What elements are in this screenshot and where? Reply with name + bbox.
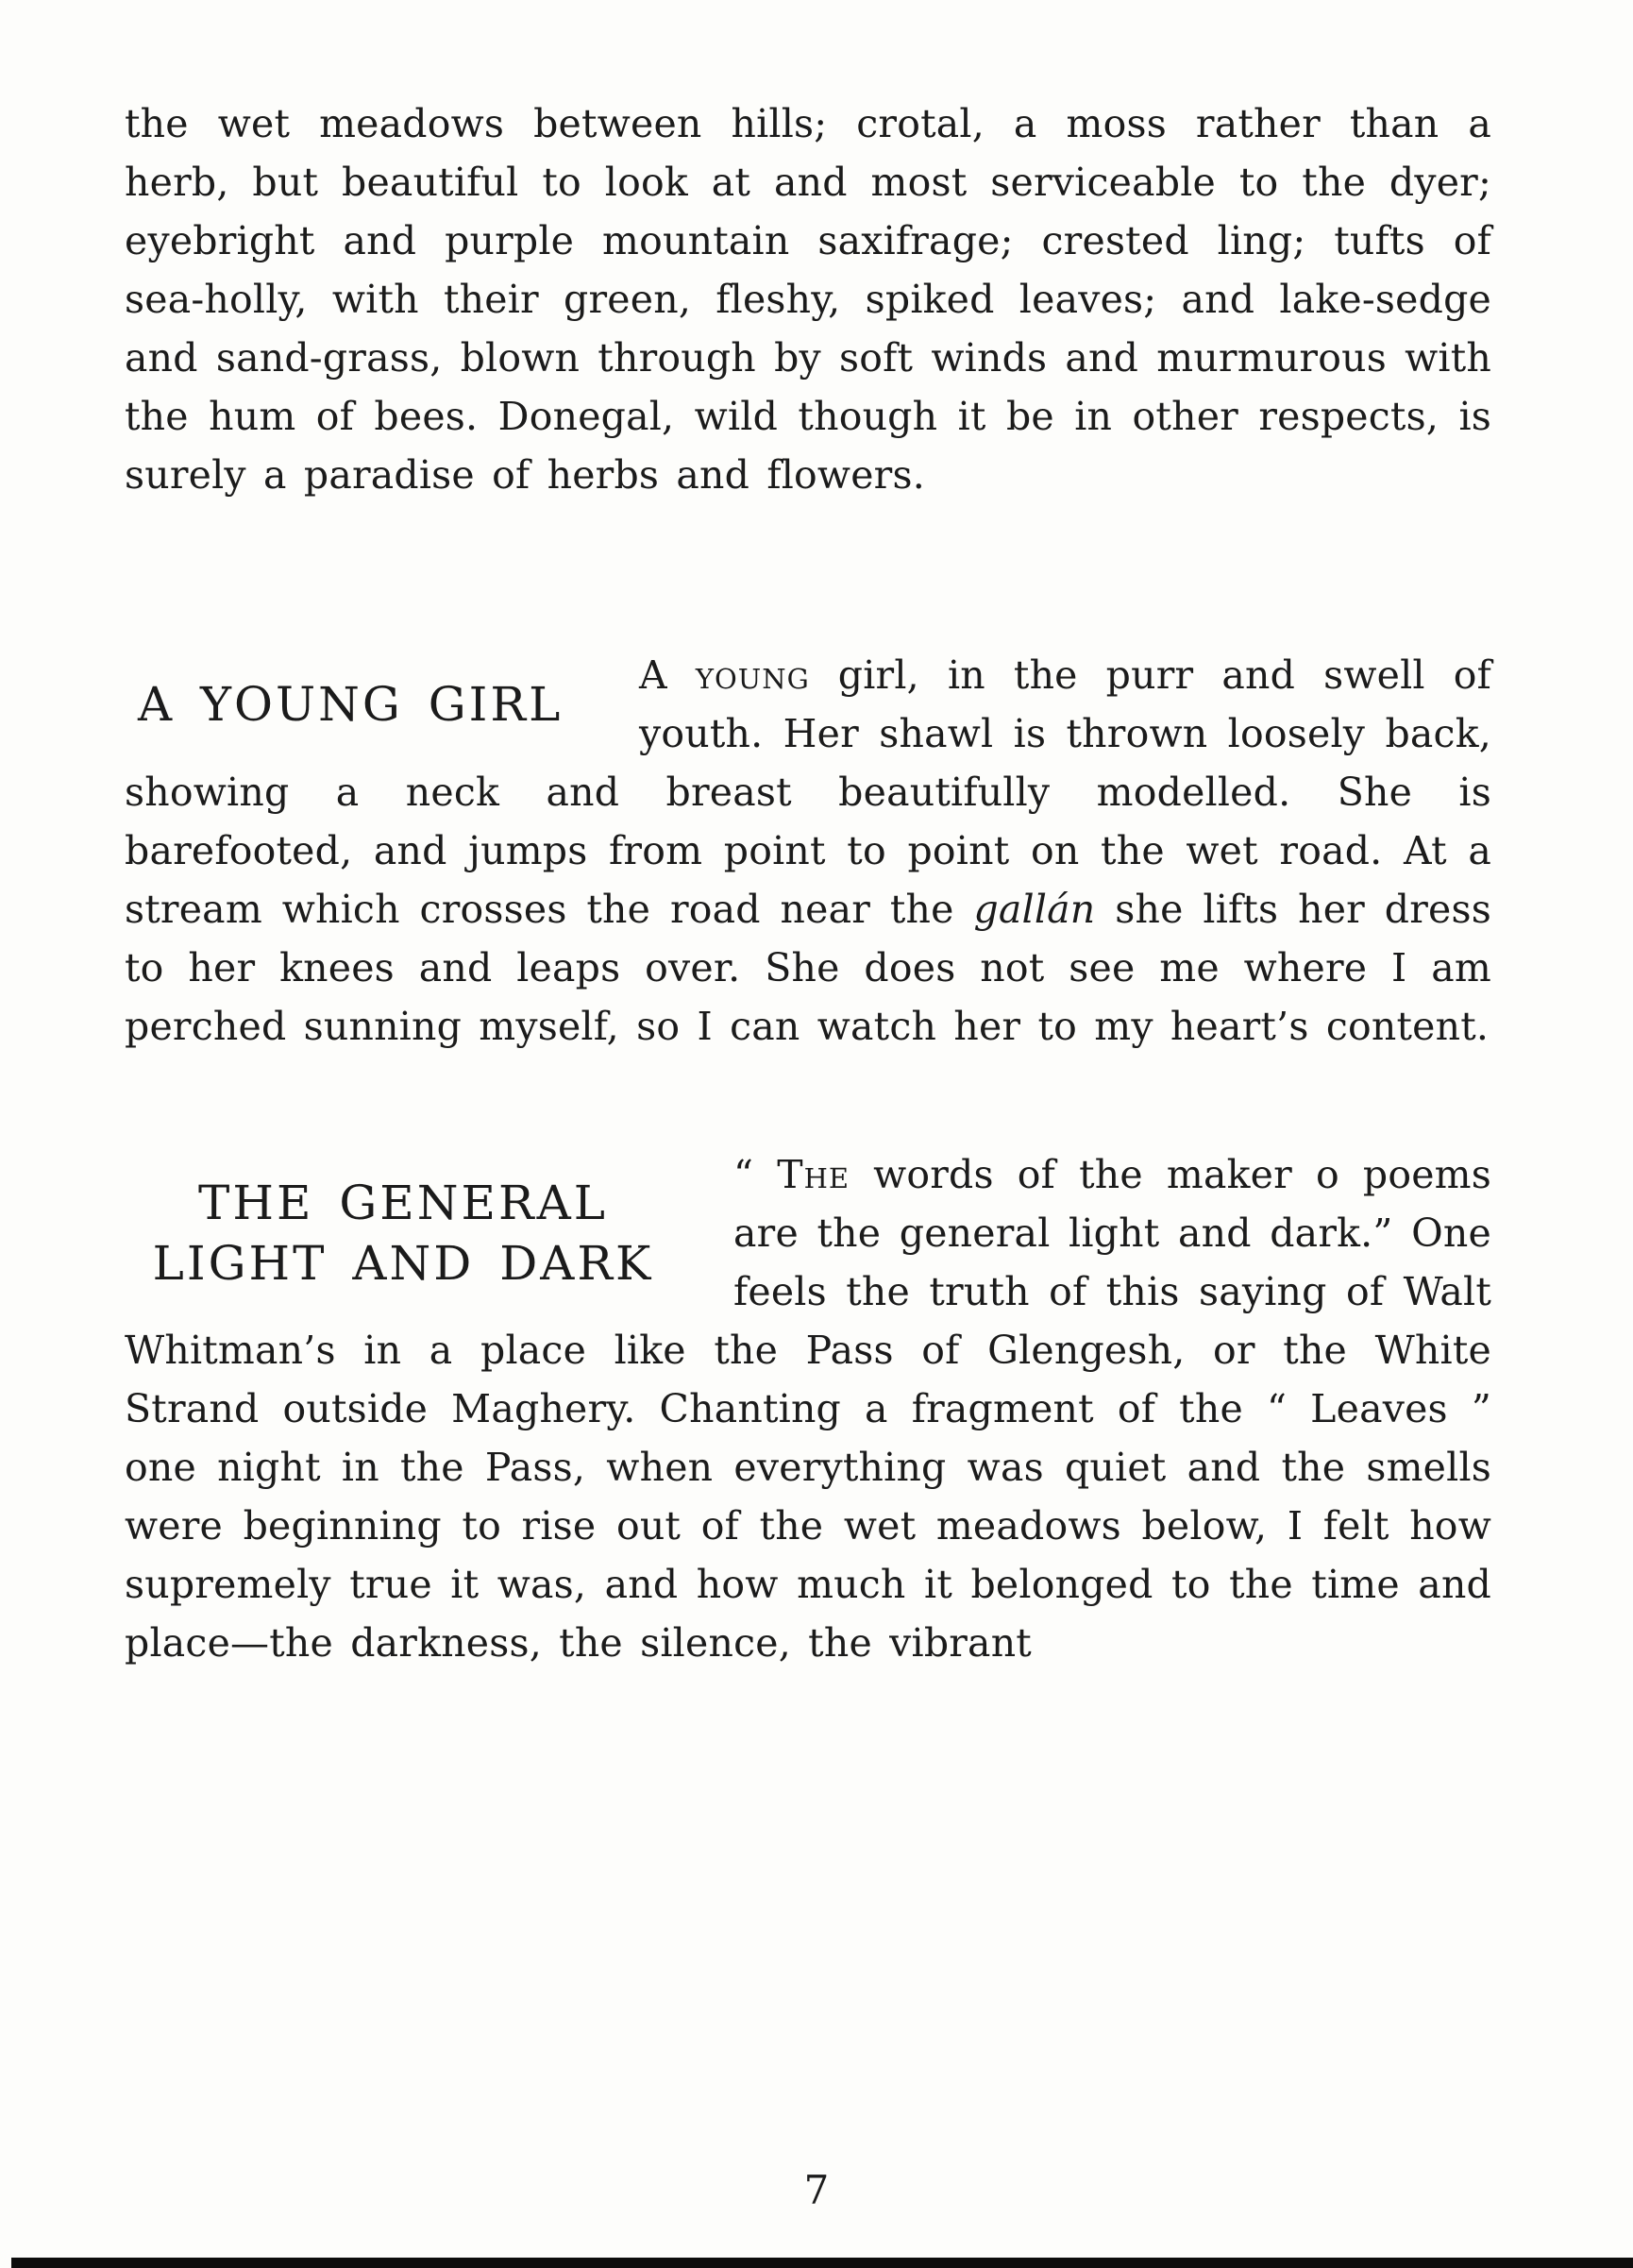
section-heading-general-light-and-dark bbox=[125, 1145, 733, 1321]
body-run-lead: A bbox=[639, 652, 696, 698]
body-run-end: words of the maker o poems are the general light and dark.” One feels the truth of this saying of Walt Whitman’s in a place like the Pass of Glengesh, or the White Strand outside Maghery. Chanting a fragment of the “ Leaves ” one night in the Pass, when everything was quiet and the smells were beginning to rise out of the wet meadows below, I felt how supremely true it was, and how much it belonged to the time and place—the darkness, the silence, the vibrant bbox=[125, 1152, 1491, 1666]
section-heading-a-young-girl bbox=[125, 646, 639, 763]
intro-paragraph: the wet meadows between hills; crotal, a moss rather than a herb, but beautiful to look at and most serviceable to the dyer; eyebright and purple mountain saxifrage; crested ling; tufts of sea-holly, with their green, fleshy, spiked leaves; and lake-sedge and sand-grass, blown through by soft winds and murmurous with the hum of bees. Donegal, wild though it be in other respects, is surely a paradise of herbs and flowers. bbox=[125, 101, 1491, 498]
body-run-mid: girl, in the purr and swell of youth. Her shawl is thrown loosely back, showing a neck and breast beautifully modelled. She is barefooted, and jumps from point to point on the wet road. At a stream which crosses the road near the bbox=[125, 652, 1492, 932]
body-run-italic: gallán bbox=[973, 887, 1096, 932]
heading-line: LIGHT AND DARK bbox=[152, 1236, 654, 1291]
body-run-smallcaps: young bbox=[695, 652, 810, 698]
heading-line: A YOUNG GIRL bbox=[138, 677, 564, 732]
heading-line: THE GENERAL bbox=[198, 1176, 608, 1230]
page-number: 7 bbox=[803, 2167, 830, 2213]
body-run-lead: “ bbox=[733, 1152, 778, 1197]
section-a-young-girl bbox=[125, 646, 1491, 1056]
body-run-smallcaps: The bbox=[777, 1152, 850, 1197]
body-run-end: she lifts her dress to her knees and leaps over. She does not see me where I am perched sunning myself, so I can watch her to my heart’s content. bbox=[125, 887, 1491, 1049]
scan-edge-artifact bbox=[11, 2258, 1633, 2268]
section-general-light-and-dark bbox=[125, 1145, 1491, 1672]
